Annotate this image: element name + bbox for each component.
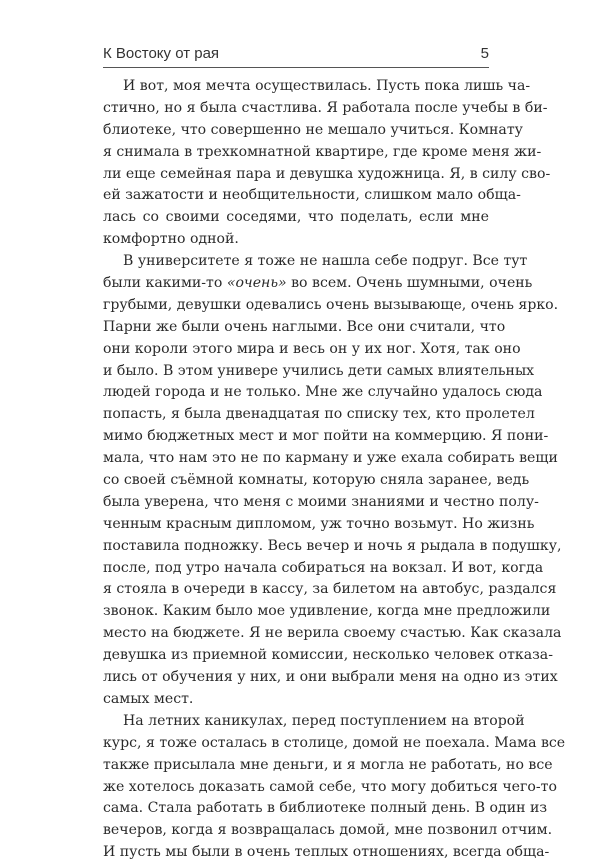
running-header xyxy=(103,42,489,68)
text-line: стично, но я была счастлива. Я работала после учебы в би- xyxy=(103,99,548,116)
text-line: также присылала мне деньги, и я могла не работать, но все xyxy=(103,756,553,773)
text-line: В университете я тоже не нашла себе подруг. Все тут xyxy=(123,253,528,270)
text-line: после, под утро начала собираться на вокзал. И вот, когда xyxy=(103,559,544,576)
running-title: К Востоку от рая xyxy=(103,45,220,62)
text-line: были какими-то «очень» во всем. Очень шумными, очень xyxy=(103,275,533,292)
text-line: я стояла в очереди в кассу, за билетом на автобус, раздался xyxy=(103,581,557,598)
text-line: сама. Стала работать в библиотеке полный день. В один из xyxy=(103,800,548,817)
text-line: грубыми, девушки одевались очень вызывающе, очень ярко. xyxy=(103,296,559,313)
text-line: ли еще семейная пара и девушка художница. Я, в силу сво- xyxy=(103,165,551,182)
text-line: комфортно одной. xyxy=(103,231,239,248)
text-line: И пусть мы были в очень теплых отношениях, всегда обща- xyxy=(103,844,550,861)
text-line: И вот, моя мечта осуществилась. Пусть пока лишь ча- xyxy=(123,78,531,94)
text-line: самых мест. xyxy=(103,690,194,707)
text-line: они короли этого мира и весь он у их ног. Хотя, так оно xyxy=(103,340,521,357)
text-line: и было. В этом универе учились дети самых влиятельных xyxy=(103,362,535,379)
text-line: я снимала в трехкомнатной квартире, где кроме меня жи- xyxy=(103,143,542,160)
text-line: же хотелось доказать самой себе, что могу добиться чего-то xyxy=(103,778,557,795)
text-line: лись от обучения у них, и они выбрали меня на одно из этих xyxy=(103,669,558,686)
page-number: 5 xyxy=(480,45,489,62)
text-line: блиотеке, что совершенно не мешало учиться. Комнату xyxy=(103,121,523,138)
text-line: мала, что нам это не по карману и уже ехала собирать вещи xyxy=(103,450,558,467)
text-line: девушка из приемной комиссии, несколько человек отказа- xyxy=(103,647,553,664)
text-line: ей зажатости и необщительности, слишком мало обща- xyxy=(103,187,521,204)
text-line: Парни же были очень наглыми. Все они считали, что xyxy=(103,318,506,335)
text-line: попасть, я была двенадцатая по списку тех, кто пролетел xyxy=(103,406,535,423)
text-line: звонок. Каким было мое удивление, когда мне предложили xyxy=(103,603,551,620)
emphasis: «очень» xyxy=(226,275,287,292)
text-line: вечеров, когда я возвращалась домой, мне позвонил отчим. xyxy=(103,822,553,839)
text-line: место на бюджете. Я не верила своему счастью. Как сказала xyxy=(103,625,562,642)
header-rule xyxy=(103,67,489,68)
body-text xyxy=(103,76,566,864)
text-line: людей города и не только. Мне же случайно удалось сюда xyxy=(103,384,543,401)
text-line: мимо бюджетных мест и мог пойти на коммерцию. Я пони- xyxy=(103,428,549,445)
text-line: курс, я тоже осталась в столице, домой не поехала. Мама все xyxy=(103,734,566,751)
text-line: со своей съёмной комнаты, которую сняла заранее, ведь xyxy=(103,472,530,489)
text-line: была уверена, что меня с моими знаниями и честно полу- xyxy=(103,493,539,510)
text-line: На летних каникулах, перед поступлением на второй xyxy=(123,712,525,729)
text-line: лась со своими соседями, что поделать, если мне xyxy=(103,209,489,226)
text-line: поставила подножку. Весь вечер и ночь я рыдала в подушку, xyxy=(103,537,562,554)
text-line: ченным красным дипломом, уж точно возьмут. Но жизнь xyxy=(103,515,535,532)
